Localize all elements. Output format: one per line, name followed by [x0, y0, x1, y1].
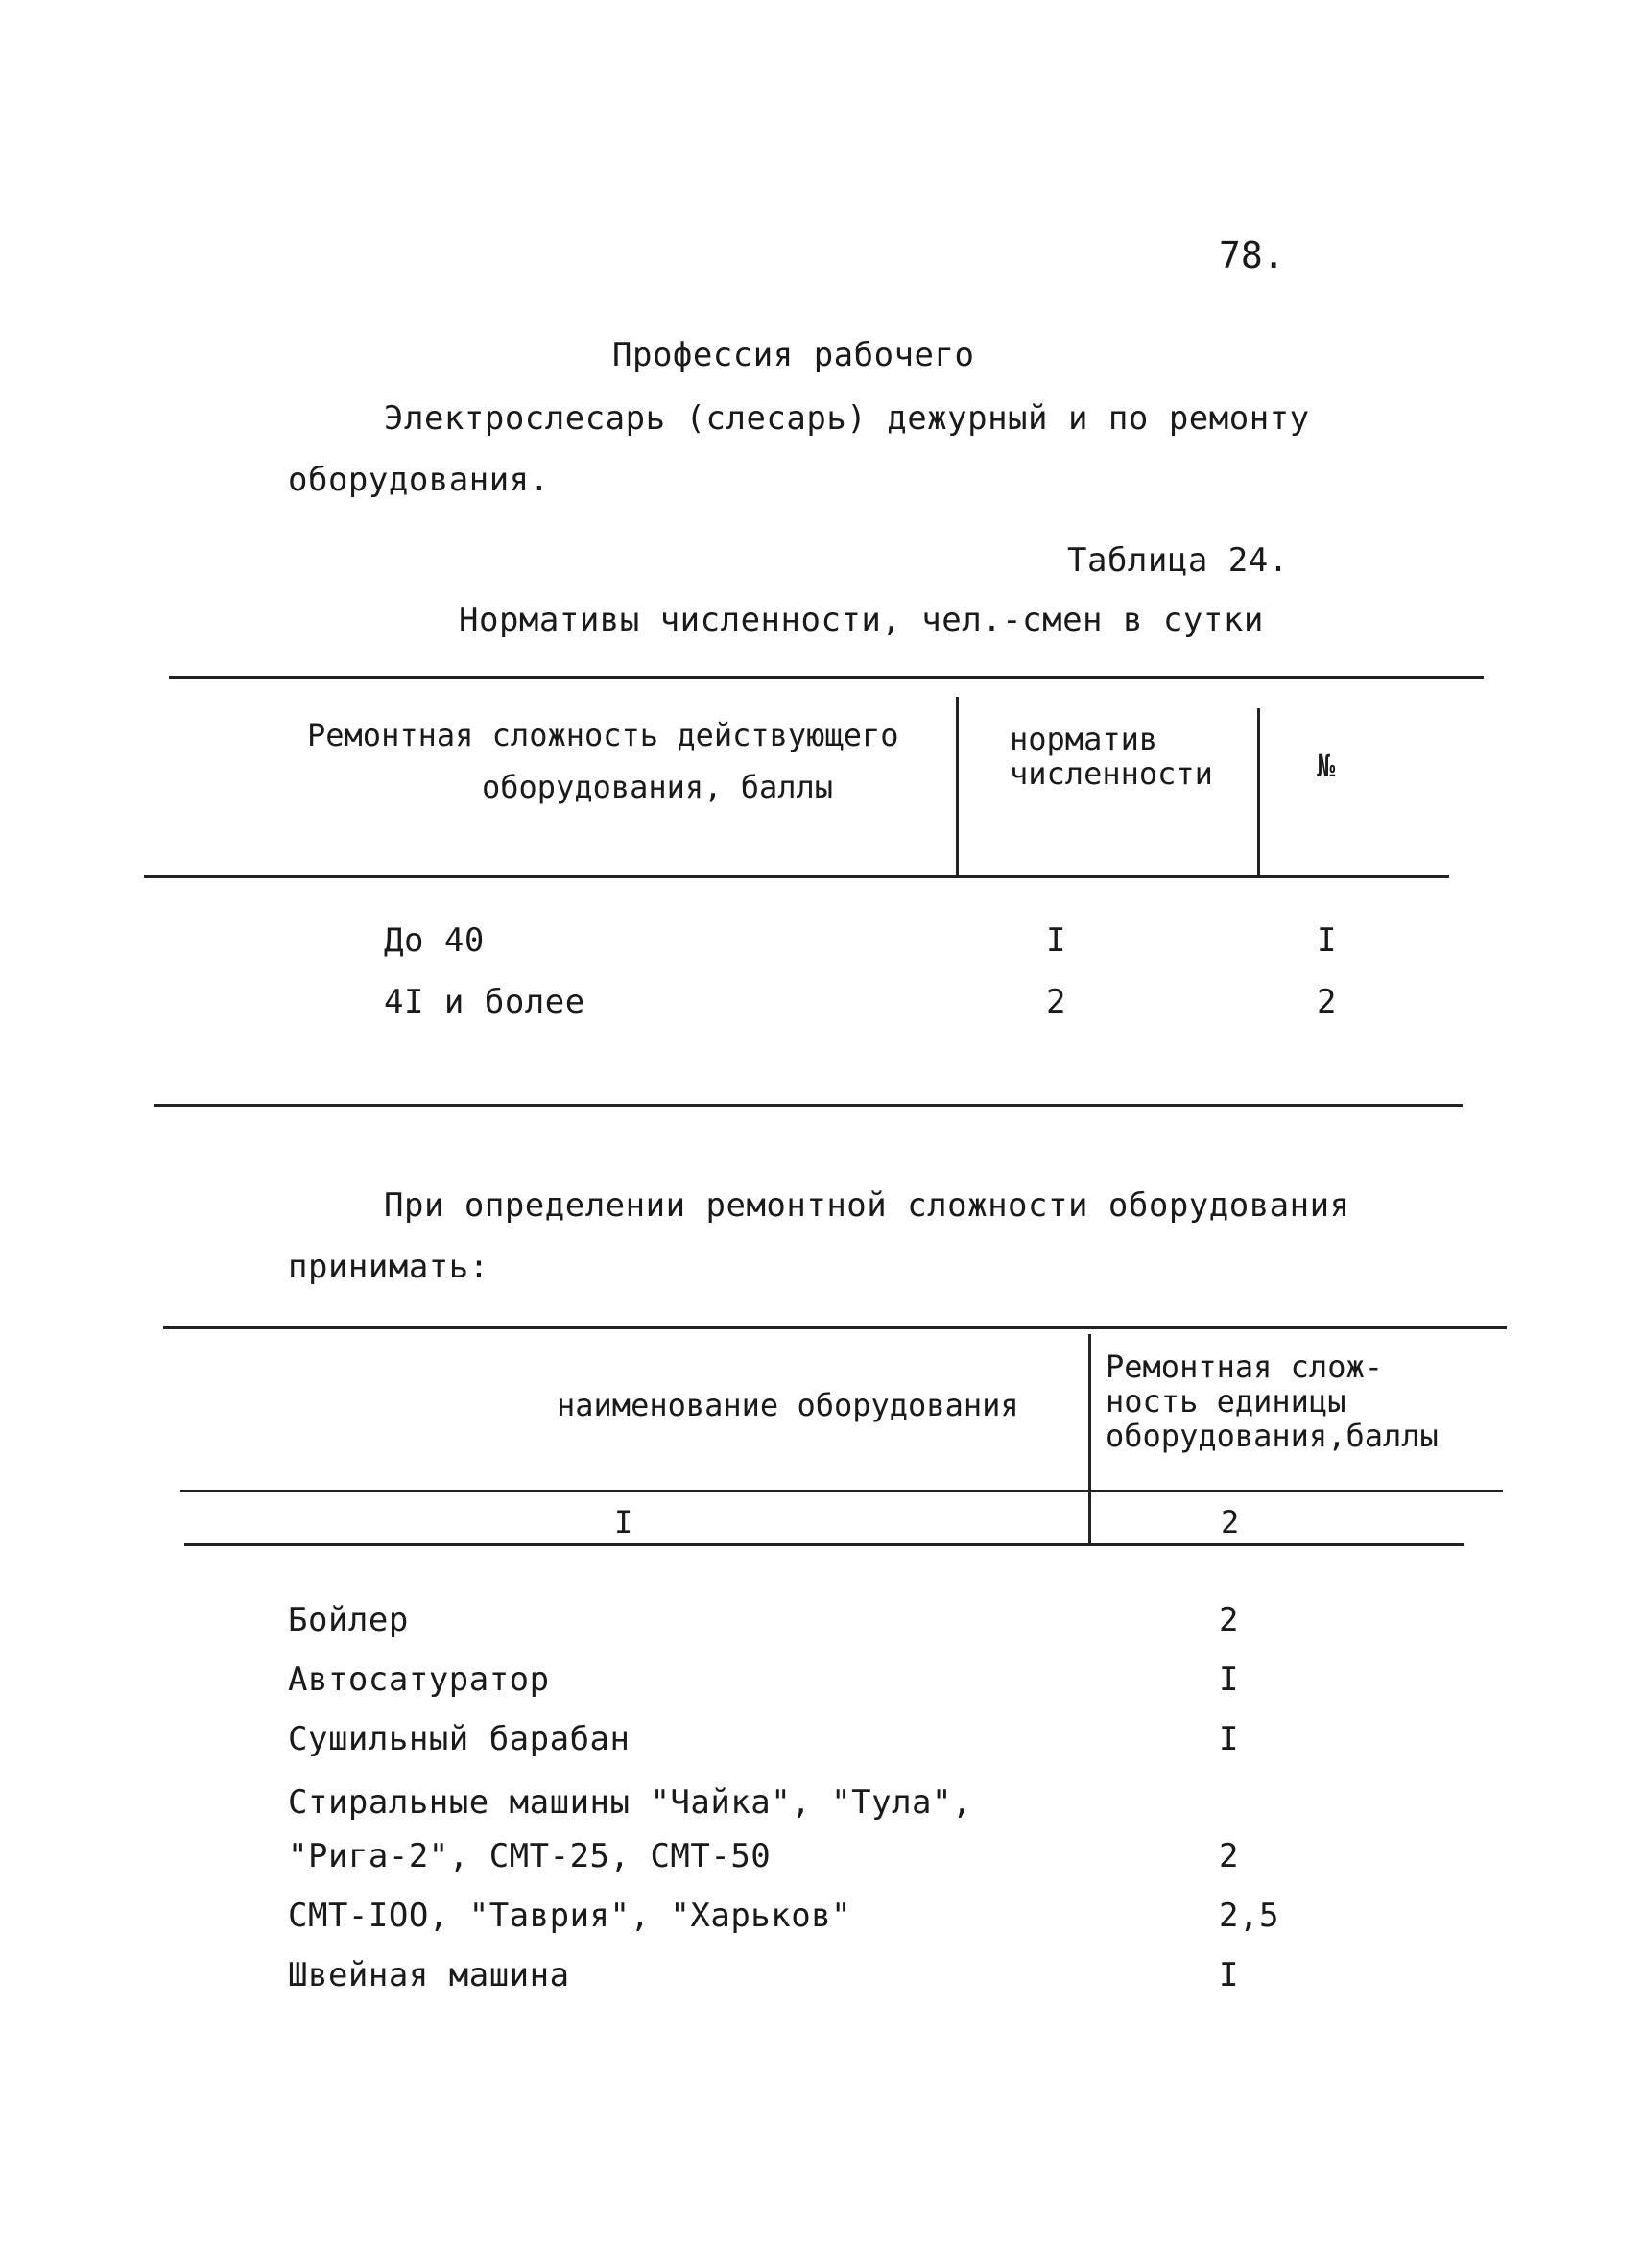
equipment-score: 2,5 — [1219, 1897, 1279, 1935]
profession-label: Профессия рабочего — [612, 336, 975, 374]
equipment-table-top-rule — [163, 1326, 1507, 1329]
equipment-score: I — [1219, 1956, 1239, 1994]
equipment-score: 2 — [1219, 1837, 1239, 1875]
equipment-score: I — [1219, 1720, 1239, 1758]
profession-line-2: оборудования. — [288, 461, 550, 499]
table-24-top-rule — [169, 676, 1484, 679]
equipment-name: Швейная машина — [288, 1956, 570, 1994]
paragraph-line-2: принимать: — [288, 1248, 489, 1286]
equipment-name: Бойлер — [288, 1601, 409, 1639]
table-24-col-divider-1 — [956, 697, 959, 875]
equipment-name: Автосатуратор — [288, 1660, 550, 1699]
row-norm: I — [1046, 921, 1066, 960]
table-24-header-complexity-1: Ремонтная сложность действующего — [307, 717, 899, 753]
table-24-header-norm-2: численности — [1010, 755, 1213, 792]
row-number: I — [1317, 921, 1337, 960]
equipment-name: "Рига-2", СМТ-25, СМТ-50 — [288, 1837, 772, 1875]
row-number: 2 — [1317, 983, 1337, 1021]
equipment-name: СМТ-IОО, "Таврия", "Харьков" — [288, 1897, 852, 1935]
table-24-header-complexity-2: оборудования, баллы — [482, 769, 834, 805]
row-complexity: До 40 — [384, 921, 485, 960]
table-24-number: Таблица 24. — [1067, 541, 1289, 580]
row-complexity: 4I и более — [384, 983, 585, 1021]
equipment-name: Стиральные машины "Чайка", "Тула", — [288, 1783, 972, 1822]
equipment-header-rule — [180, 1490, 1503, 1492]
table-24-header-number: № — [1317, 748, 1336, 784]
table-24-caption: Нормативы численности, чел.-смен в сутки — [459, 601, 1264, 639]
paragraph-line-1: При определении ремонтной сложности оборудования — [384, 1186, 1350, 1225]
table-24-header-rule — [144, 875, 1449, 878]
equipment-name: Сушильный барабан — [288, 1720, 631, 1758]
equipment-header-score-3: оборудования,баллы — [1106, 1418, 1439, 1454]
equipment-score: 2 — [1219, 1601, 1239, 1639]
equipment-header-name: наименование оборудования — [557, 1387, 1019, 1423]
equipment-col-divider — [1088, 1334, 1091, 1543]
equipment-header-score-2: ность единицы — [1106, 1383, 1346, 1420]
row-norm: 2 — [1046, 983, 1066, 1021]
equipment-numbering-rule — [184, 1543, 1464, 1546]
profession-line-1: Электрослесарь (слесарь) дежурный и по ремонту — [384, 399, 1310, 438]
equipment-score: I — [1219, 1660, 1239, 1699]
equipment-col-number-1: I — [614, 1504, 633, 1540]
table-24-bottom-rule — [154, 1104, 1463, 1107]
table-24-header-norm-1: норматив — [1010, 721, 1158, 757]
table-24-col-divider-2 — [1257, 708, 1260, 875]
equipment-col-number-2: 2 — [1221, 1504, 1240, 1540]
page-number: 78. — [1219, 234, 1285, 276]
equipment-header-score-1: Ремонтная слож- — [1106, 1349, 1383, 1385]
